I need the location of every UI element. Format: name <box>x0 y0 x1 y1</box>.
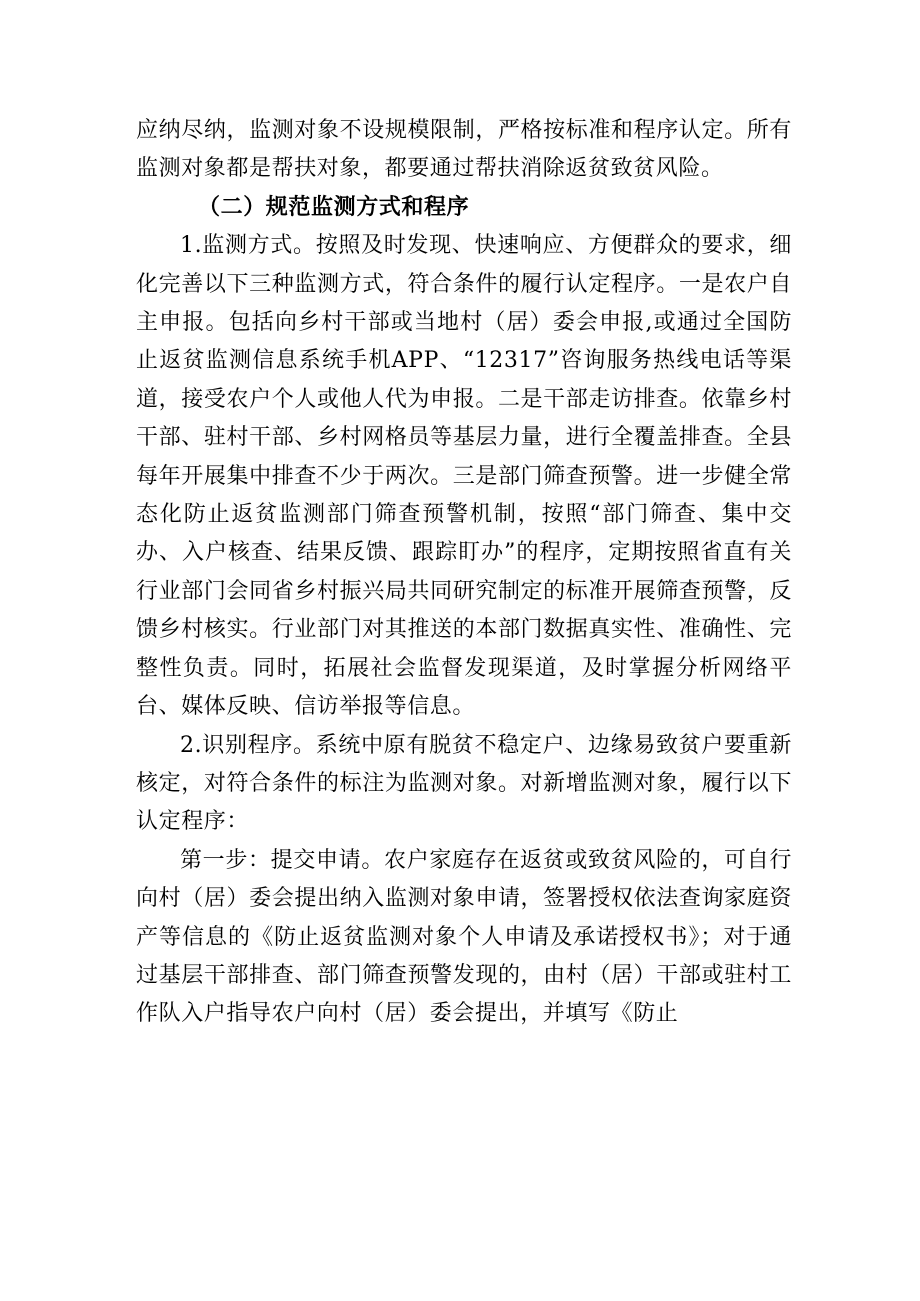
paragraph-step-one: 第一步：提交申请。农户家庭存在返贫或致贫风险的，可自行向村（居）委会提出纳入监测对象申请，签署授权依法查询家庭资产等信息的《防止返贫监测对象个人申请及承诺授权书》；对于通过基层干部排查、部门筛查预警发现的，由村（居）干部或驻村工作队入户指导农户向村（居）委会提出，并填写《防止 <box>136 847 792 1027</box>
section-heading: （二）规范监测方式和程序 <box>198 194 470 220</box>
paragraph-continuation: 应纳尽纳，监测对象不设规模限制，严格按标准和程序认定。所有监测对象都是帮扶对象，都要通过帮扶消除返贫致贫风险。 <box>136 118 792 182</box>
paragraph-identification-procedure: 2.识别程序。系统中原有脱贫不稳定户、边缘易致贫户要重新核定，对符合条件的标注为监测对象。对新增监测对象，履行以下认定程序： <box>136 732 792 835</box>
paragraph-monitoring-method: 1.监测方式。按照及时发现、快速响应、方便群众的要求，细化完善以下三种监测方式，符合条件的履行认定程序。一是农户自主申报。包括向乡村干部或当地村（居）委会申报,或通过全国防止返贫监测信息系统手机APP、“12317”咨询服务热线电话等渠道，接受农户个人或他人代为申报。二是干部走访排查。依靠乡村干部、驻村干部、乡村网格员等基层力量，进行全覆盖排查。全县每年开展集中排查不少于两次。三是部门筛查预警。进一步健全常态化防止返贫监测部门筛查预警机制，按照“部门筛查、集中交办、入户核查、结果反馈、跟踪盯办”的程序，定期按照省直有关行业部门会同省乡村振兴局共同研究制定的标准开展筛查预警，反馈乡村核实。行业部门对其推送的本部门数据真实性、准确性、完整性负责。同时，拓展社会监督发现渠道，及时掌握分析网络平台、媒体反映、信访举报等信息。 <box>136 233 792 720</box>
document-page <box>136 112 792 1034</box>
